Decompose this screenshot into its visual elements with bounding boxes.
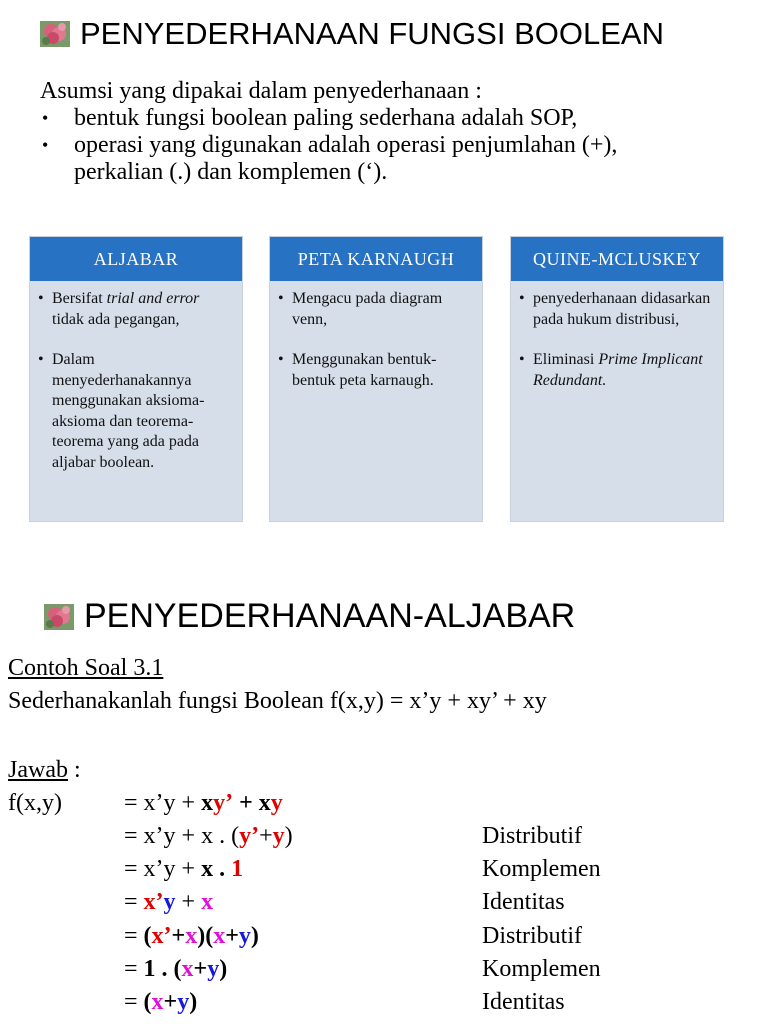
- card-item: • penyederhanaan didasarkan pada hukum distribusi,: [533, 289, 713, 330]
- reason-label: Komplemen: [482, 856, 601, 882]
- intro-bullet: [40, 132, 740, 186]
- answer-colon: :: [67, 757, 81, 783]
- equation-step: = (x+y): [124, 989, 198, 1015]
- reason-label: Komplemen: [482, 956, 601, 982]
- card-peta-karnaugh: [269, 236, 483, 522]
- card-header: QUINE-MCLUSKEY: [511, 237, 723, 281]
- section-title-text: PENYEDERHANAAN-ALJABAR: [84, 597, 576, 635]
- intro-block: [40, 78, 740, 186]
- intro-bullet-text: bentuk fungsi boolean paling sederhana adalah SOP,: [74, 105, 578, 131]
- section-title: [44, 596, 575, 636]
- example-block: [8, 652, 547, 718]
- card-item: • Menggunakan bentuk-bentuk peta karnaugh.: [292, 350, 472, 391]
- equation-step: = (x’+x)(x+y): [124, 923, 259, 949]
- card-list: [30, 281, 242, 473]
- reason-label: Identitas: [482, 889, 565, 915]
- card-item: • Mengacu pada diagram venn,: [292, 289, 472, 330]
- card-list: [511, 281, 723, 391]
- reason-label: Distributif: [482, 923, 582, 949]
- card-header: ALJABAR: [30, 237, 242, 281]
- intro-bullet-text: perkalian (.) dan komplemen (‘).: [74, 159, 388, 185]
- reason-label: Distributif: [482, 823, 582, 849]
- card-item: • Dalam menyederhanakannya menggunakan aksioma-aksioma dan teorema-teorema yang ada pada aljabar boolean.: [52, 350, 232, 473]
- card-quine-mcluskey: [510, 236, 724, 522]
- equation-step: = x’y + xy’ + xy: [124, 790, 283, 816]
- bullet-dot: •: [42, 135, 49, 155]
- card-item: • Eliminasi Prime Implicant Redundant.: [533, 350, 713, 391]
- bullet-dot: •: [42, 108, 49, 128]
- intro-bullet: [40, 105, 740, 132]
- problem-text: Sederhanakanlah fungsi Boolean f(x,y) = x’y + xy’ + xy: [8, 688, 547, 714]
- flower-bullet-icon: [40, 21, 70, 47]
- reason-label: Identitas: [482, 989, 565, 1015]
- page-title: [40, 16, 664, 52]
- card-header: PETA KARNAUGH: [270, 237, 482, 281]
- card-list: [270, 281, 482, 391]
- intro-text: Asumsi yang dipakai dalam penyederhanaan :: [40, 78, 482, 104]
- page-title-text: PENYEDERHANAAN FUNGSI BOOLEAN: [80, 16, 664, 51]
- intro-bullet-text: operasi yang digunakan adalah operasi penjumlahan (+),: [74, 132, 618, 158]
- card-item: • Bersifat trial and error tidak ada pegangan,: [52, 289, 232, 330]
- answer-label-row: [8, 754, 81, 787]
- flower-bullet-icon: [44, 604, 74, 630]
- example-label: Contoh Soal 3.1: [8, 655, 164, 681]
- card-aljabar: [29, 236, 243, 522]
- equation-step: = x’y + x . (y’+y): [124, 823, 293, 849]
- answer-label: Jawab: [8, 757, 68, 783]
- equation-step: = 1 . (x+y): [124, 956, 228, 982]
- equation-step: = x’y + x . 1: [124, 856, 244, 882]
- equation-step: = x’y + x: [124, 889, 214, 915]
- lhs: f(x,y): [8, 790, 62, 816]
